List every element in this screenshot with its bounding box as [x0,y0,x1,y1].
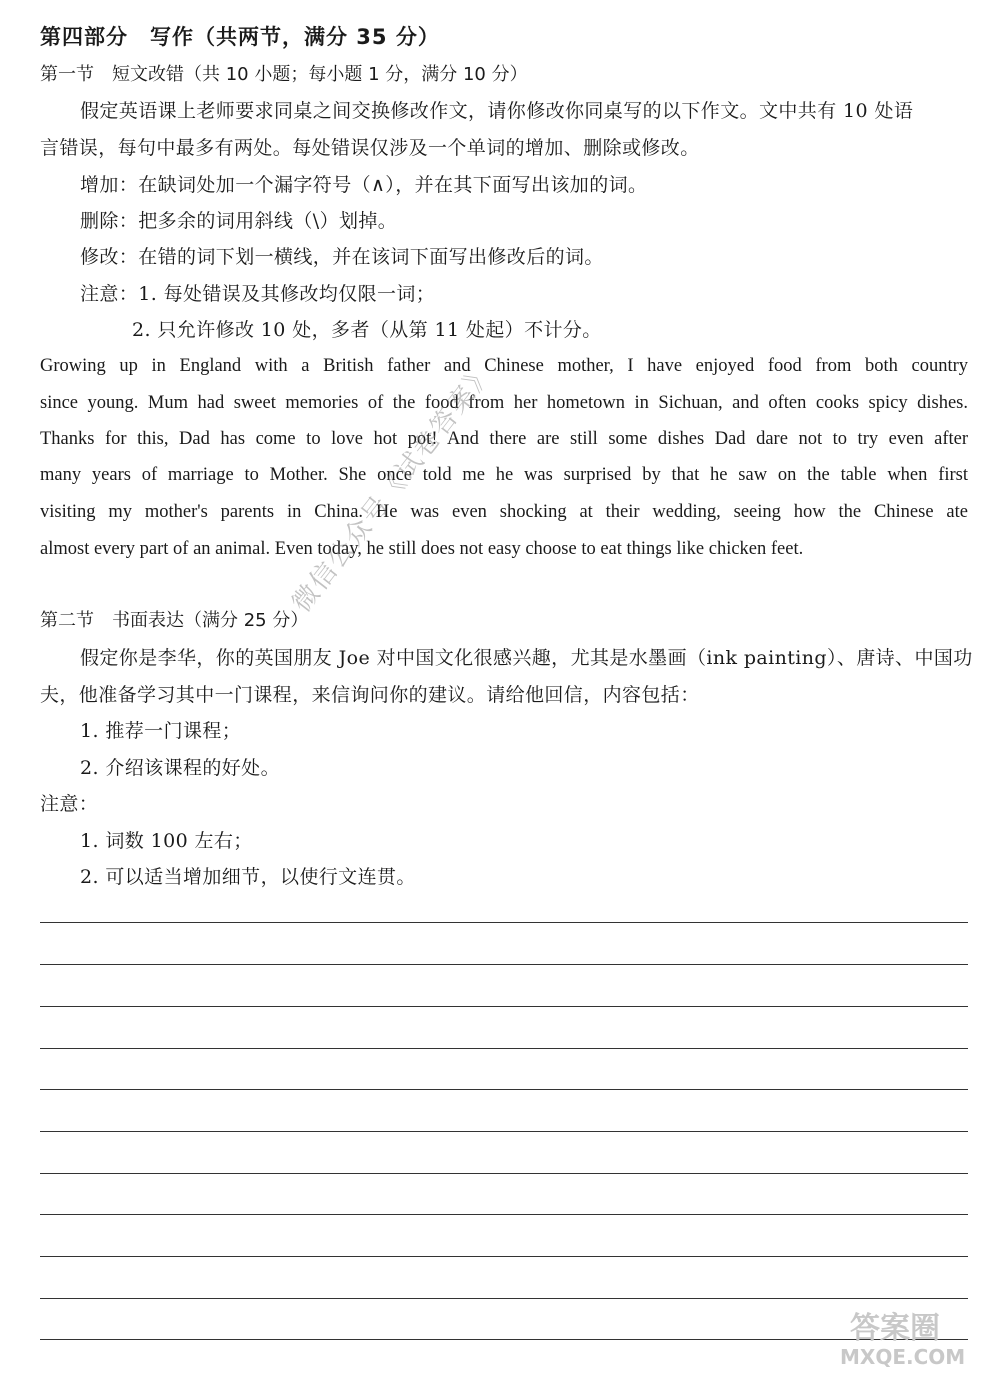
writing-line [40,1131,968,1132]
instruction-note: 注意：1. 每处错误及其修改均仅限一词； [80,283,436,305]
instruction-line: 假定英语课上老师要求同桌之间交换修改作文，请你修改你同桌写的以下作文。文中共有 10 处语 [80,100,914,122]
instruction-add: 增加：在缺词处加一个漏字符号（∧），并在其下面写出该加的词。 [80,174,648,196]
notes-label: 注意： [40,793,99,815]
note-item: 1. 词数 100 左右； [80,830,253,852]
passage-line: almost every part of an animal. Even today, he still does not easy choose to eat things like chicken feet. [40,539,804,559]
watermark: 微信公众号《试卷答案》 [286,356,501,619]
note-item: 2. 可以适当增加细节，以使行文连贯。 [80,866,416,888]
writing-line [40,1089,968,1090]
content-point: 1. 推荐一门课程； [80,720,242,742]
instruction-note: 2. 只允许修改 10 处，多者（从第 11 处起）不计分。 [132,319,602,341]
instruction-modify: 修改：在错的词下划一横线，并在该词下面写出修改后的词。 [80,246,604,268]
prompt-line: 夫，他准备学习其中一门课程，来信询问你的建议。请给他回信，内容包括： [40,684,700,706]
part-title: 第四部分 写作（共两节，满分 35 分） [40,25,440,49]
passage-line: since young. Mum had sweet memories of the food from her hometown in Sichuan, and often cooks spicy dishes. [40,393,968,413]
instruction-line: 言错误，每句中最多有两处。每处错误仅涉及一个单词的增加、删除或修改。 [40,137,700,159]
logo-text: 答案圈 [850,1311,940,1346]
section2-title: 第二节 书面表达（满分 25 分） [40,610,309,631]
writing-line [40,1048,968,1049]
writing-line [40,1298,968,1299]
passage-line: Growing up in England with a British father and Chinese mother, I have enjoyed food from both country [40,356,968,376]
passage-line: visiting my mother's parents in China. He was even shocking at their wedding, seeing how the Chinese ate [40,502,968,522]
writing-line [40,964,968,965]
content-point: 2. 介绍该课程的好处。 [80,757,280,779]
writing-line [40,1173,968,1174]
logo-site: MXQE.COM [840,1345,966,1369]
prompt-line: 假定你是李华，你的英国朋友 Joe 对中国文化很感兴趣，尤其是水墨画（ink painting）、唐诗、中国功 [80,647,973,669]
site-logo [820,1300,980,1370]
instruction-delete: 删除：把多余的词用斜线（\）划掉。 [80,210,398,232]
writing-line [40,1006,968,1007]
section1-title: 第一节 短文改错（共 10 小题；每小题 1 分，满分 10 分） [40,64,528,85]
writing-line [40,1214,968,1215]
passage-line: Thanks for this, Dad has come to love hot pot! And there are still some dishes Dad dare not to try even after [40,429,968,449]
passage-line: many years of marriage to Mother. She once told me he was surprised by that he saw on the table when first [40,465,968,485]
writing-line [40,922,968,923]
writing-line [40,1256,968,1257]
